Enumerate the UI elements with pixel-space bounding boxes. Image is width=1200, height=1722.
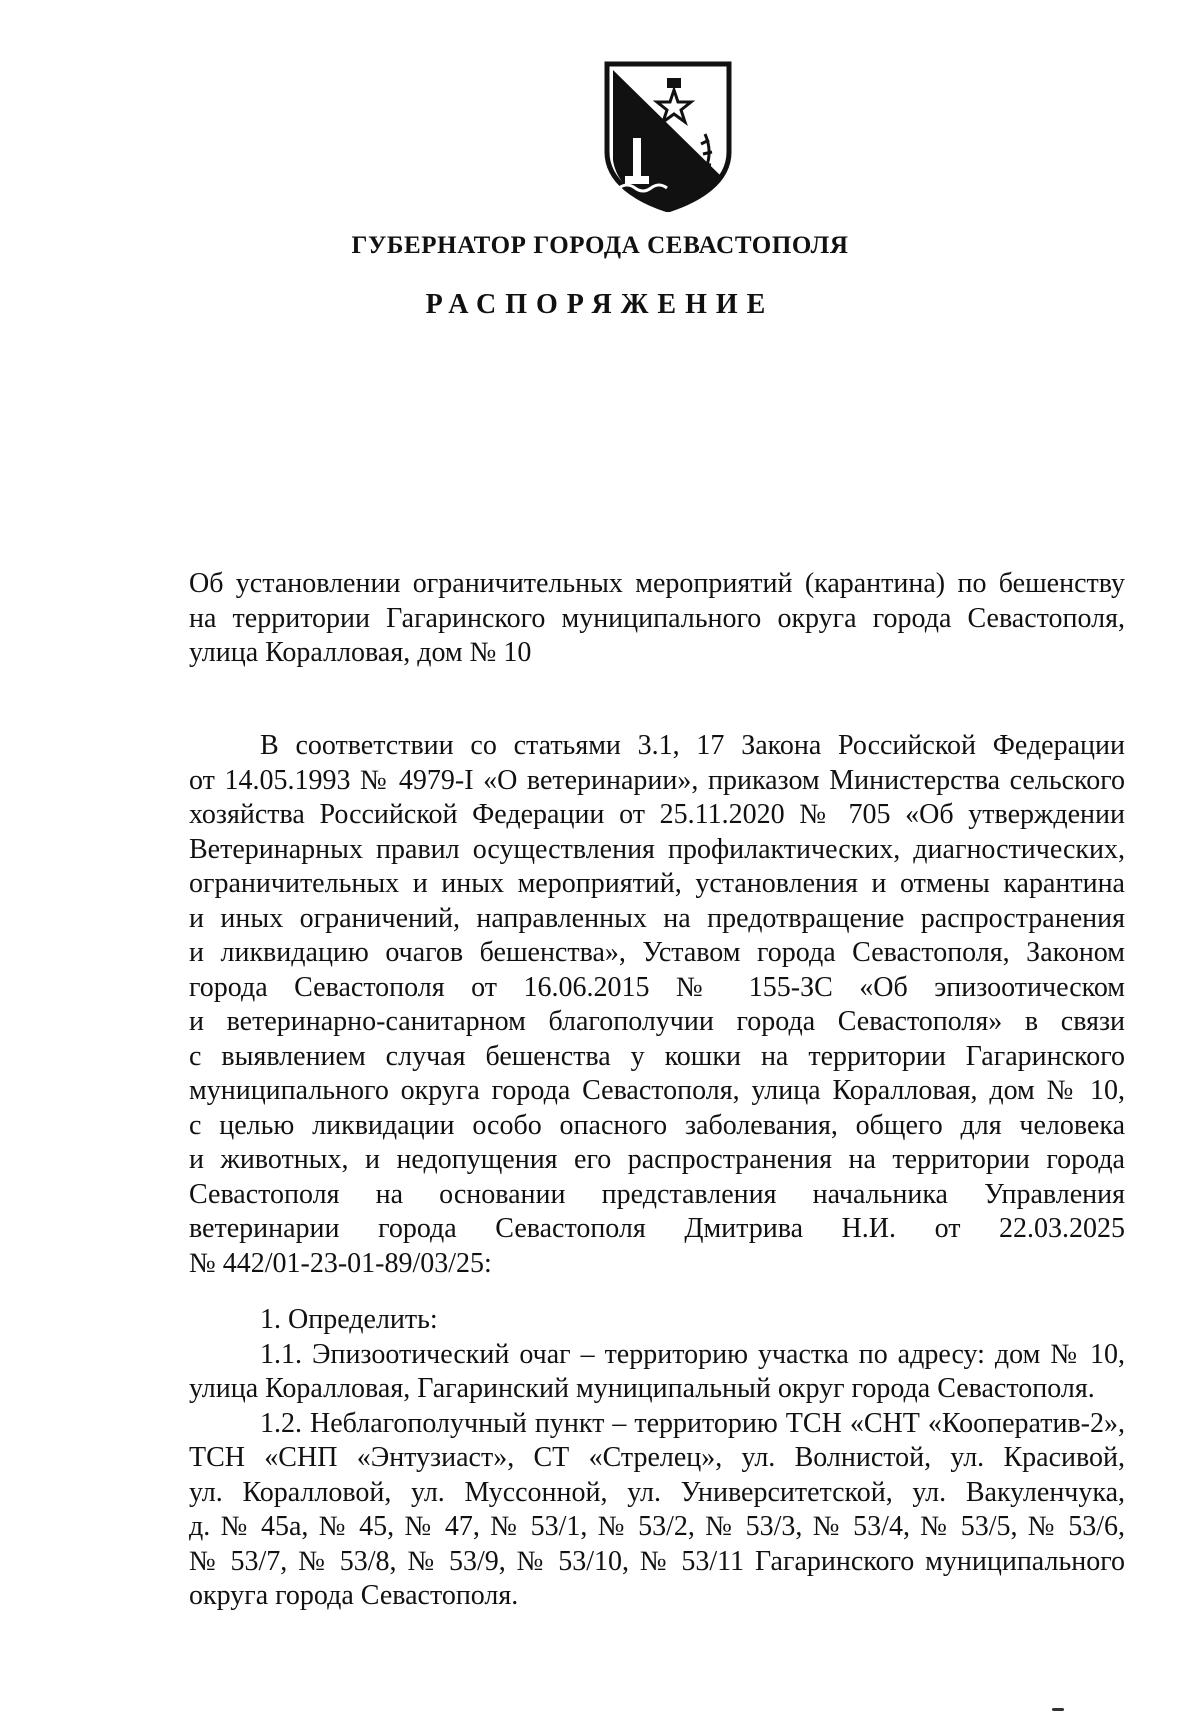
preamble-line: с выявлением случая бешенства у кошки на территории Гагаринского	[189, 1040, 1125, 1072]
preamble-line: В соответствии со статьями 3.1, 17 Закона Российской Федерации	[260, 730, 1125, 761]
item-1-1-line: улица Коралловая, Гагаринский муниципальный округ города Севастополя.	[189, 1373, 1095, 1404]
title-line: на территории Гагаринского муниципального округа города Севастополя,	[189, 602, 1125, 634]
item-1-2-line: ТСН «СНП «Энтузиаст», СТ «Стрелец», ул. Волнистой, ул. Красивой,	[189, 1442, 1125, 1473]
preamble-line: № 442/01-23-01-89/03/25:	[189, 1247, 492, 1279]
preamble-paragraph	[189, 729, 1125, 1281]
document-type: РАСПОРЯЖЕНИЕ	[425, 289, 775, 320]
title-line: улица Коралловая, дом № 10	[189, 637, 532, 668]
preamble-line: Севастополя на основании представления начальника Управления	[189, 1178, 1125, 1210]
item-1-1-line: 1.1. Эпизоотический очаг – территорию участка по адресу: дом № 10,	[260, 1338, 1125, 1370]
preamble-line: Ветеринарных правил осуществления профилактических, диагностических,	[189, 833, 1125, 865]
preamble-line: города Севастополя от 16.06.2015 № 155-ЗС «Об эпизоотическом	[189, 971, 1125, 1003]
preamble-line: муниципального округа города Севастополя, улица Коралловая, дом № 10,	[189, 1075, 1125, 1106]
preamble-line: с целью ликвидации особо опасного заболевания, общего для человека	[189, 1109, 1125, 1141]
item-1-2-line: ул. Коралловой, ул. Муссонной, ул. Университетской, ул. Вакуленчука,	[189, 1476, 1125, 1508]
document-title	[189, 567, 1125, 671]
item-1-heading: 1. Определить:	[260, 1304, 438, 1335]
preamble-line: ветеринарии города Севастополя Дмитрива Н.И. от 22.03.2025	[189, 1213, 1125, 1244]
preamble-line: и животных, и недопущения его распространения на территории города	[189, 1144, 1125, 1175]
item-1-2-line: д. № 45а, № 45, № 47, № 53/1, № 53/2, № 53/3, № 53/4, № 53/5, № 53/6,	[189, 1511, 1125, 1542]
title-line: Об установлении ограничительных мероприятий (карантина) по бешенству	[189, 568, 1125, 599]
item-1-2-line: № 53/7, № 53/8, № 53/9, № 53/10, № 53/11 Гагаринского муниципального	[189, 1545, 1125, 1577]
item-1-2-line: 1.2. Неблагополучный пункт – территорию ТСН «СНТ «Кооператив-2»,	[260, 1407, 1125, 1439]
ordered-items	[189, 1303, 1125, 1614]
preamble-line: и ликвидацию очагов бешенства», Уставом города Севастополя, Законом	[189, 937, 1125, 968]
preamble-line: и иных ограничений, направленных на предотвращение распространения	[189, 902, 1125, 934]
sevastopol-coat-of-arms-icon	[603, 60, 733, 212]
scan-mark	[1052, 1708, 1064, 1711]
preamble-line: ограничительных и иных мероприятий, установления и отмены карантина	[189, 868, 1125, 899]
org-title: ГУБЕРНАТОР ГОРОДА СЕВАСТОПОЛЯ	[351, 232, 849, 259]
preamble-line: от 14.05.1993 № 4979-I «О ветеринарии», приказом Министерства сельского	[189, 764, 1125, 796]
preamble-line: хозяйства Российской Федерации от 25.11.2020 № 705 «Об утверждении	[189, 799, 1125, 830]
item-1-2-line: округа города Севастополя.	[189, 1580, 519, 1611]
preamble-line: и ветеринарно-санитарном благополучии города Севастополя» в связи	[189, 1006, 1125, 1037]
